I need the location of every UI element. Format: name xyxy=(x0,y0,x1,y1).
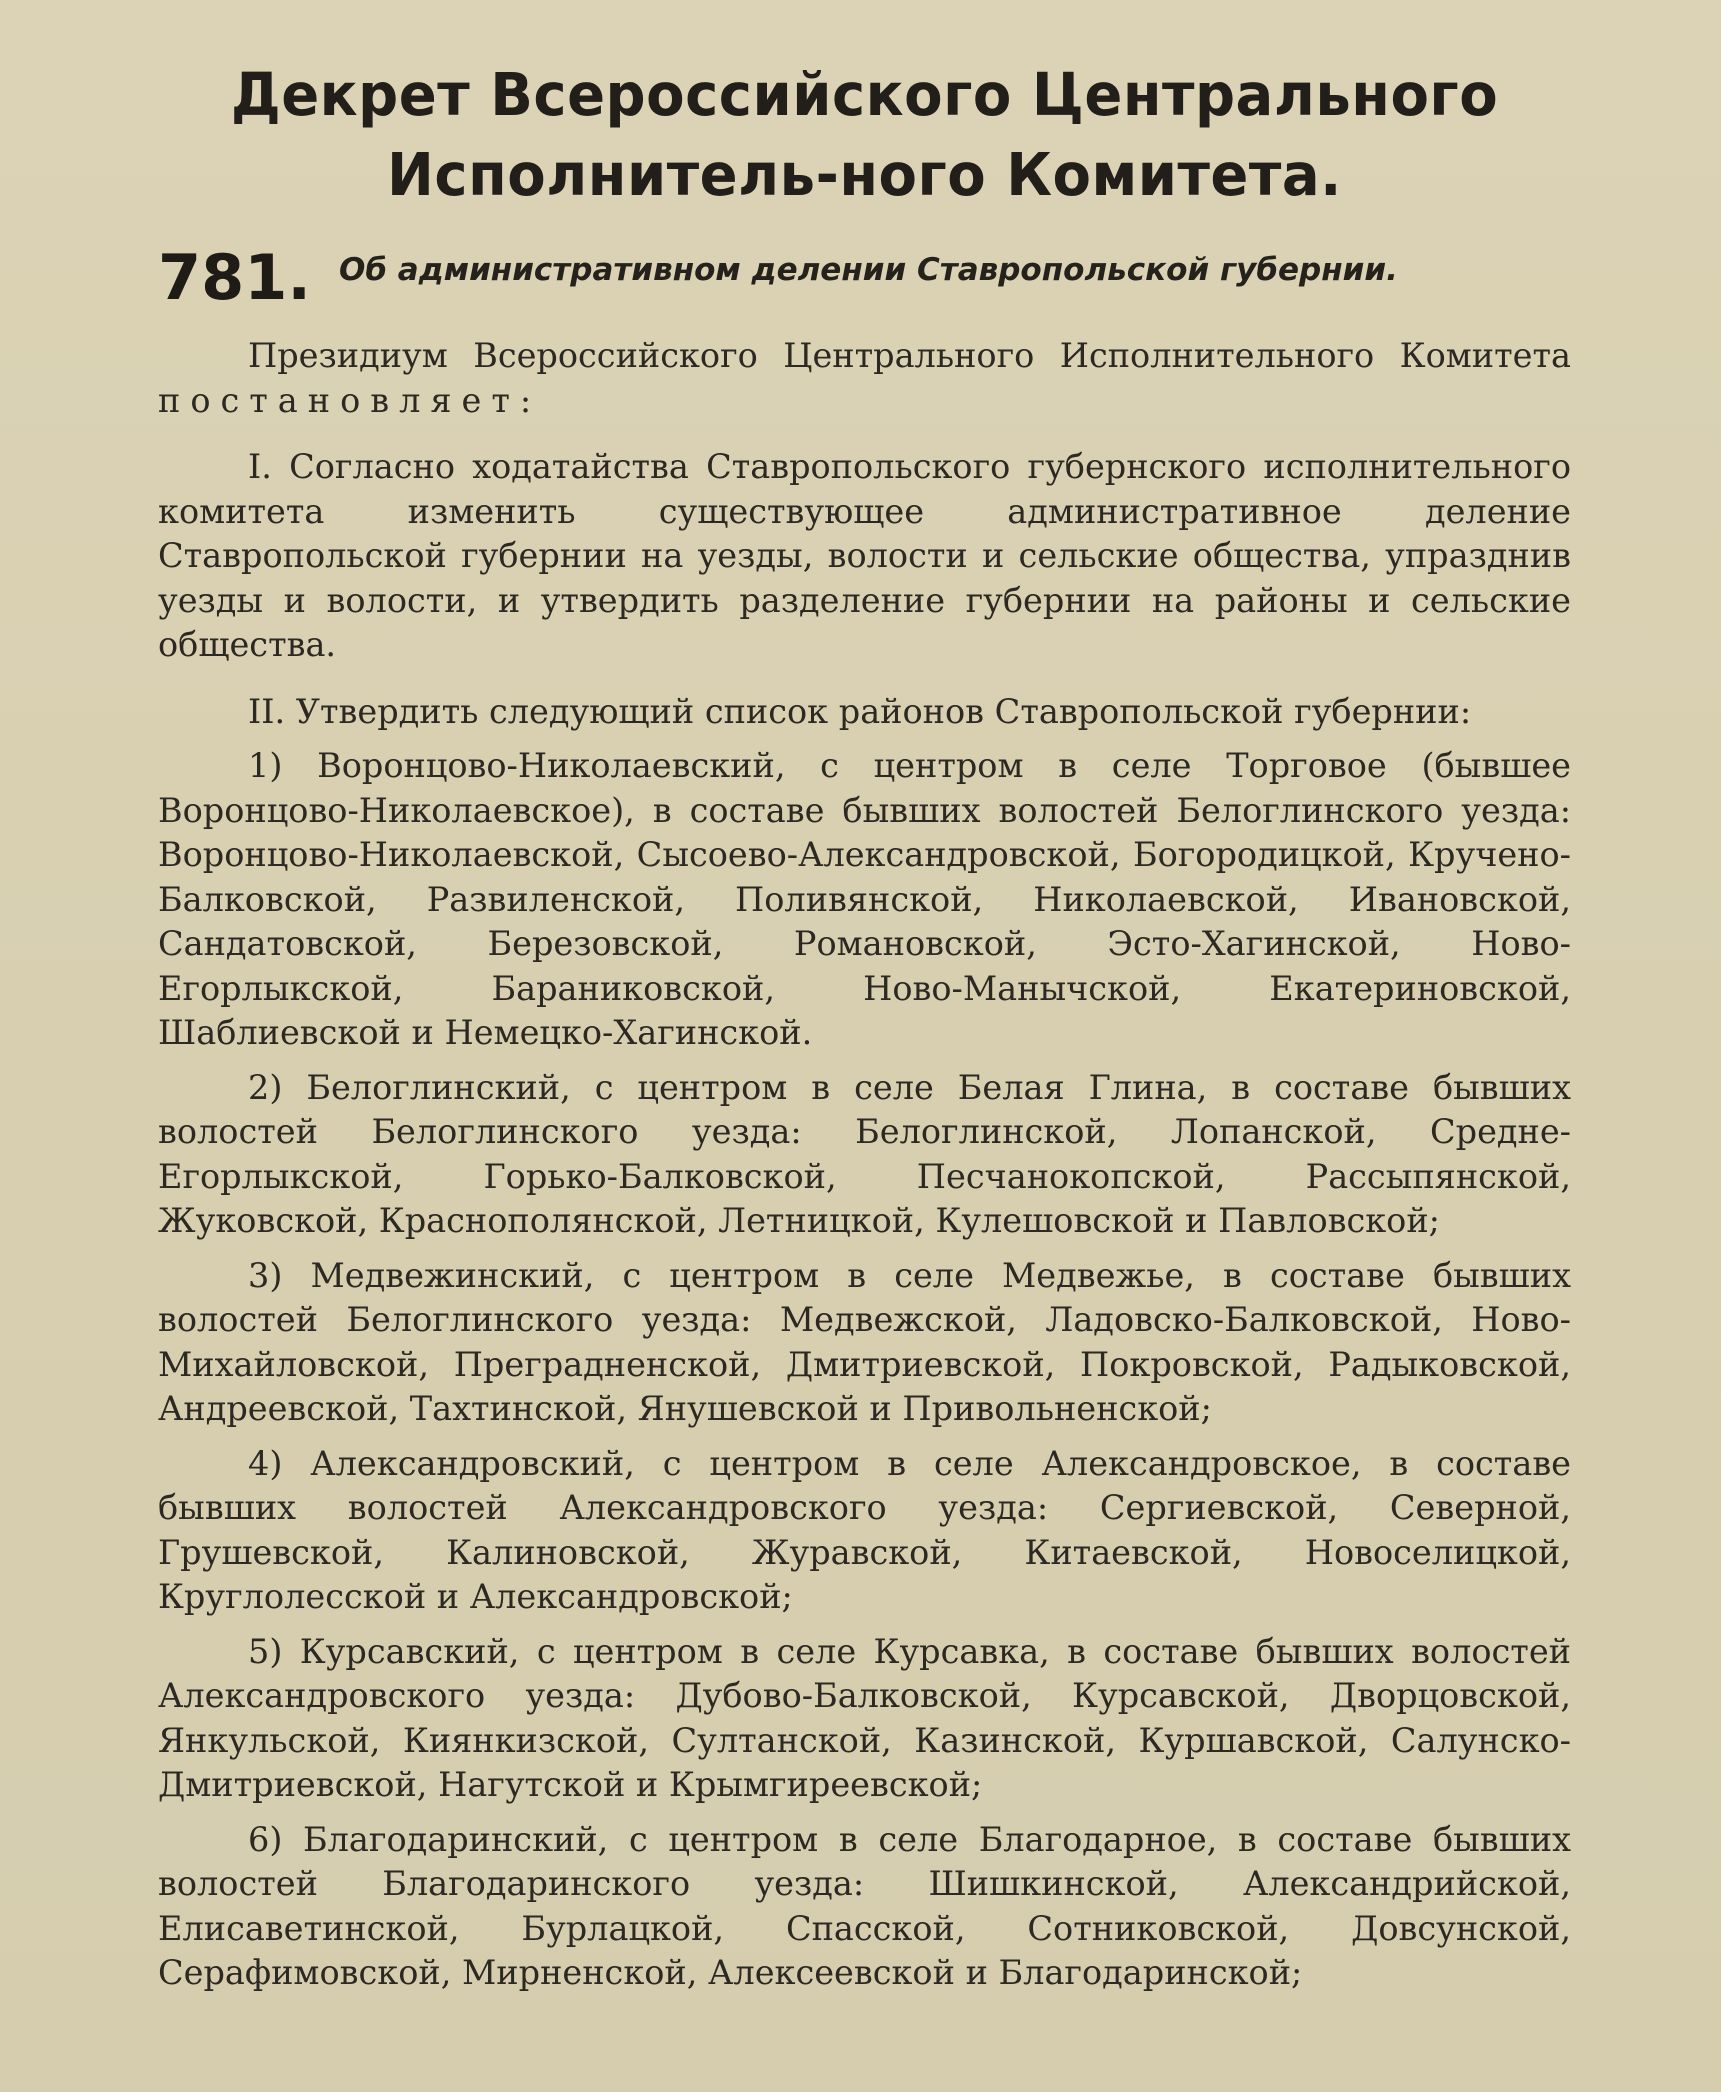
section-2-paragraph: II. Утвердить следующий список районов Ставропольской губернии: xyxy=(248,691,1472,731)
district-2-paragraph: 2) Белоглинский, с центром в селе Белая Глина, в составе бывших волостей Белоглинского уезда: Белоглинской, Лопанской, Средне-Егорлыкской, Горько-Балковской, Песчанокопской, Рассыпянской, Жуковской, Краснополянской, Летницкой, Кулешовской и Павловской; xyxy=(158,1067,1571,1240)
decree-subject: Об административном делении Ставропольской губернии. xyxy=(338,252,1398,288)
district-6-paragraph: 6) Благодаринский, с центром в селе Благодарное, в составе бывших волостей Благодаринского уезда: Шишкинской, Александрийской, Елисаветинской, Бурлацкой, Спасской, Сотниковской, Довсунской, Серафимовской, Мирненской, Алексеевской и Благодаринской; xyxy=(158,1819,1571,1992)
section-1-paragraph: I. Согласно ходатайства Ставропольского губернского исполнительного комитета изменить существующее административное деление Ставропольской губернии на уезды, волости и сельские общества, упразднив уезды и волости, и утвердить разделение губернии на районы и сельские общества. xyxy=(158,447,1571,664)
document-title: Декрет Всероссийского Центрального Исполнитель-ного Комитета. xyxy=(230,61,1499,210)
preamble-decides: постановляет: xyxy=(158,380,542,420)
decree-number: 781. xyxy=(158,241,311,314)
district-3-paragraph: 3) Медвежинский, с центром в селе Медвежье, в составе бывших волостей Белоглинского уезда: Медвежской, Ладовско-Балковской, Ново-Михайловской, Преградненской, Дмитриевской, Покровской, Радыковской, Андреевской, Тахтинской, Янушевской и Привольненской; xyxy=(158,1255,1571,1428)
decree-header xyxy=(158,241,1571,314)
district-1-paragraph: 1) Воронцово-Николаевский, с центром в селе Торговое (бывшее Воронцово-Николаевское), в составе бывших волостей Белоглинского уезда: Воронцово-Николаевской, Сысоево-Александровской, Богородицкой, Кручено-Балковской, Развиленской, Поливянской, Николаевской, Ивановской, Сандатовской, Березовской, Романовской, Эсто-Хагинской, Ново-Егорлыкской, Бараниковской, Ново-Манычской, Екатериновской, Шаблиевской и Немецко-Хагинской. xyxy=(158,746,1571,1052)
document-body xyxy=(158,334,1571,1996)
district-5-paragraph: 5) Курсавский, с центром в селе Курсавка, в составе бывших волостей Александровского уезда: Дубово-Балковской, Курсавской, Дворцовской, Янкульской, Киянкизской, Султанской, Казинской, Куршавской, Салунско-Дмитриевской, Нагутской и Крымгиреевской; xyxy=(158,1631,1571,1804)
preamble-text: Президиум Всероссийского Центрального Исполнительного Комитета xyxy=(248,336,1571,375)
preamble-paragraph xyxy=(158,334,1571,423)
district-4-paragraph: 4) Александровский, с центром в селе Александровское, в составе бывших волостей Александровского уезда: Сергиевской, Северной, Грушевской, Калиновской, Журавской, Китаевской, Новоселицкой, Круглолесской и Александровской; xyxy=(158,1443,1571,1616)
